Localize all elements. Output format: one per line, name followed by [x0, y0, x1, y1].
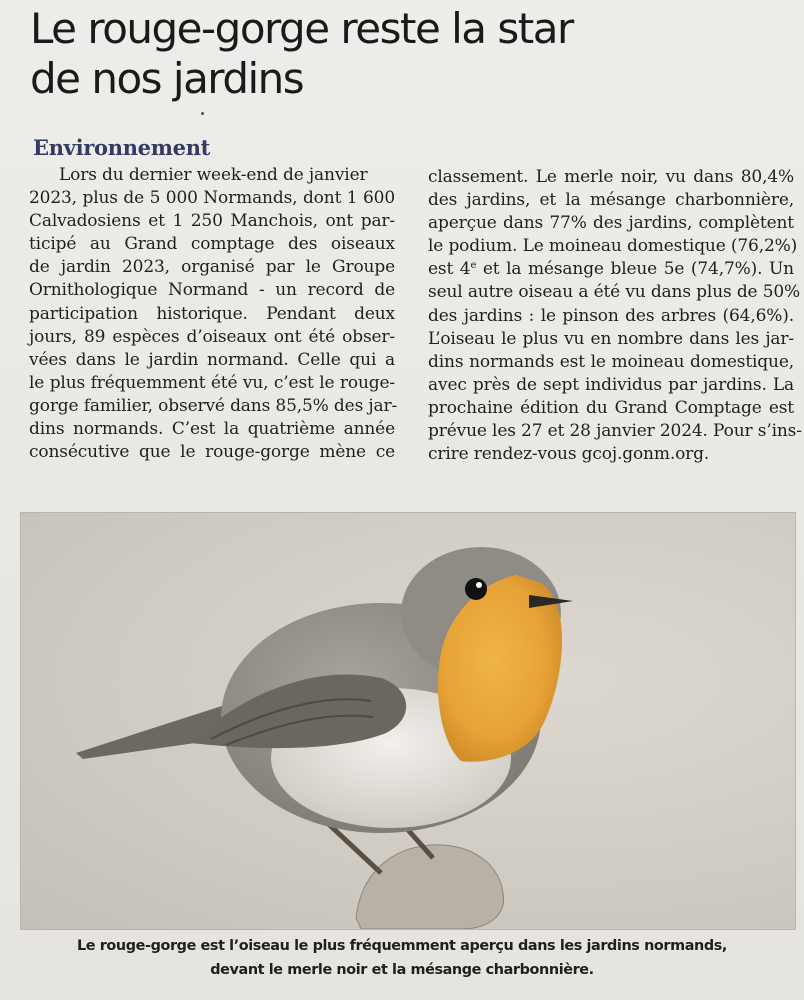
headline-line-2: de nos jardins	[30, 54, 304, 103]
text-line: crire rendez-vous gcoj.gonm.org.	[428, 444, 710, 465]
article-column-left	[29, 164, 398, 464]
text-line: le podium. Le moineau domestique (76,2%)	[428, 236, 798, 257]
article-column-right	[428, 166, 802, 466]
text-line: dins normands est le moineau domestique,	[428, 351, 794, 372]
text-line: Ornithologique Normand - un record de	[29, 280, 395, 301]
section-rubric: Environnement	[33, 135, 211, 160]
text-line: seul autre oiseau a été vu dans plus de 50%	[428, 282, 801, 303]
text-line: Calvadosiens et 1 250 Manchois, ont par-	[29, 211, 395, 232]
text-line: consécutive que le rouge-gorge mène ce	[29, 442, 395, 463]
text-line: vées dans le jardin normand. Celle qui a	[29, 349, 395, 370]
text-line: participation historique. Pendant deux	[29, 303, 395, 324]
headline	[30, 4, 730, 104]
robin-photo	[20, 512, 796, 930]
eye-highlight	[476, 582, 482, 588]
text-line: L’oiseau le plus vu en nombre dans les jar-	[428, 328, 794, 349]
text-line: de jardin 2023, organisé par le Groupe	[29, 257, 395, 278]
text-fragment: est 4	[428, 259, 471, 280]
text-line: classement. Le merle noir, vu dans 80,4%	[428, 167, 794, 187]
superscript: e	[470, 260, 477, 272]
text-line: prévue les 27 et 28 janvier 2024. Pour s’ins-	[428, 421, 802, 442]
caption-line-2: devant le merle noir et la mésange charbonnière.	[210, 962, 594, 978]
text-line: 2023, plus de 5 000 Normands, dont 1 600	[29, 188, 395, 209]
bird-eye	[465, 578, 487, 600]
text-line: gorge familier, observé dans 85,5% des jar-	[29, 395, 398, 416]
decorative-dot	[201, 112, 204, 115]
text-line: prochaine édition du Grand Comptage est	[428, 397, 794, 418]
text-line: ticipé au Grand comptage des oiseaux	[29, 234, 395, 255]
text-fragment: et la mésange bleue 5e (74,7%). Un	[476, 259, 794, 280]
text-line: le plus fréquemment été vu, c’est le rouge-	[29, 372, 395, 393]
text-line: jours, 89 espèces d’oiseaux ont été obser-	[29, 326, 395, 347]
text-line: des jardins : le pinson des arbres (64,6%).	[428, 305, 794, 326]
robin-illustration	[21, 513, 795, 929]
text-line: aperçue dans 77% des jardins, complètent	[428, 213, 794, 234]
headline-line-1: Le rouge-gorge reste la star	[30, 4, 573, 53]
text-line-with-superscript	[428, 258, 794, 281]
text-line: des jardins, et la mésange charbonnière,	[428, 190, 794, 211]
caption-line-1: Le rouge-gorge est l’oiseau le plus fréquemment aperçu dans les jardins normands,	[76, 938, 727, 954]
text-line: Lors du dernier week-end de janvier	[59, 165, 368, 185]
photo-caption	[30, 934, 774, 982]
text-line: dins normands. C’est la quatrième année	[29, 419, 395, 440]
text-line: avec près de sept individus par jardins. La	[428, 374, 794, 395]
